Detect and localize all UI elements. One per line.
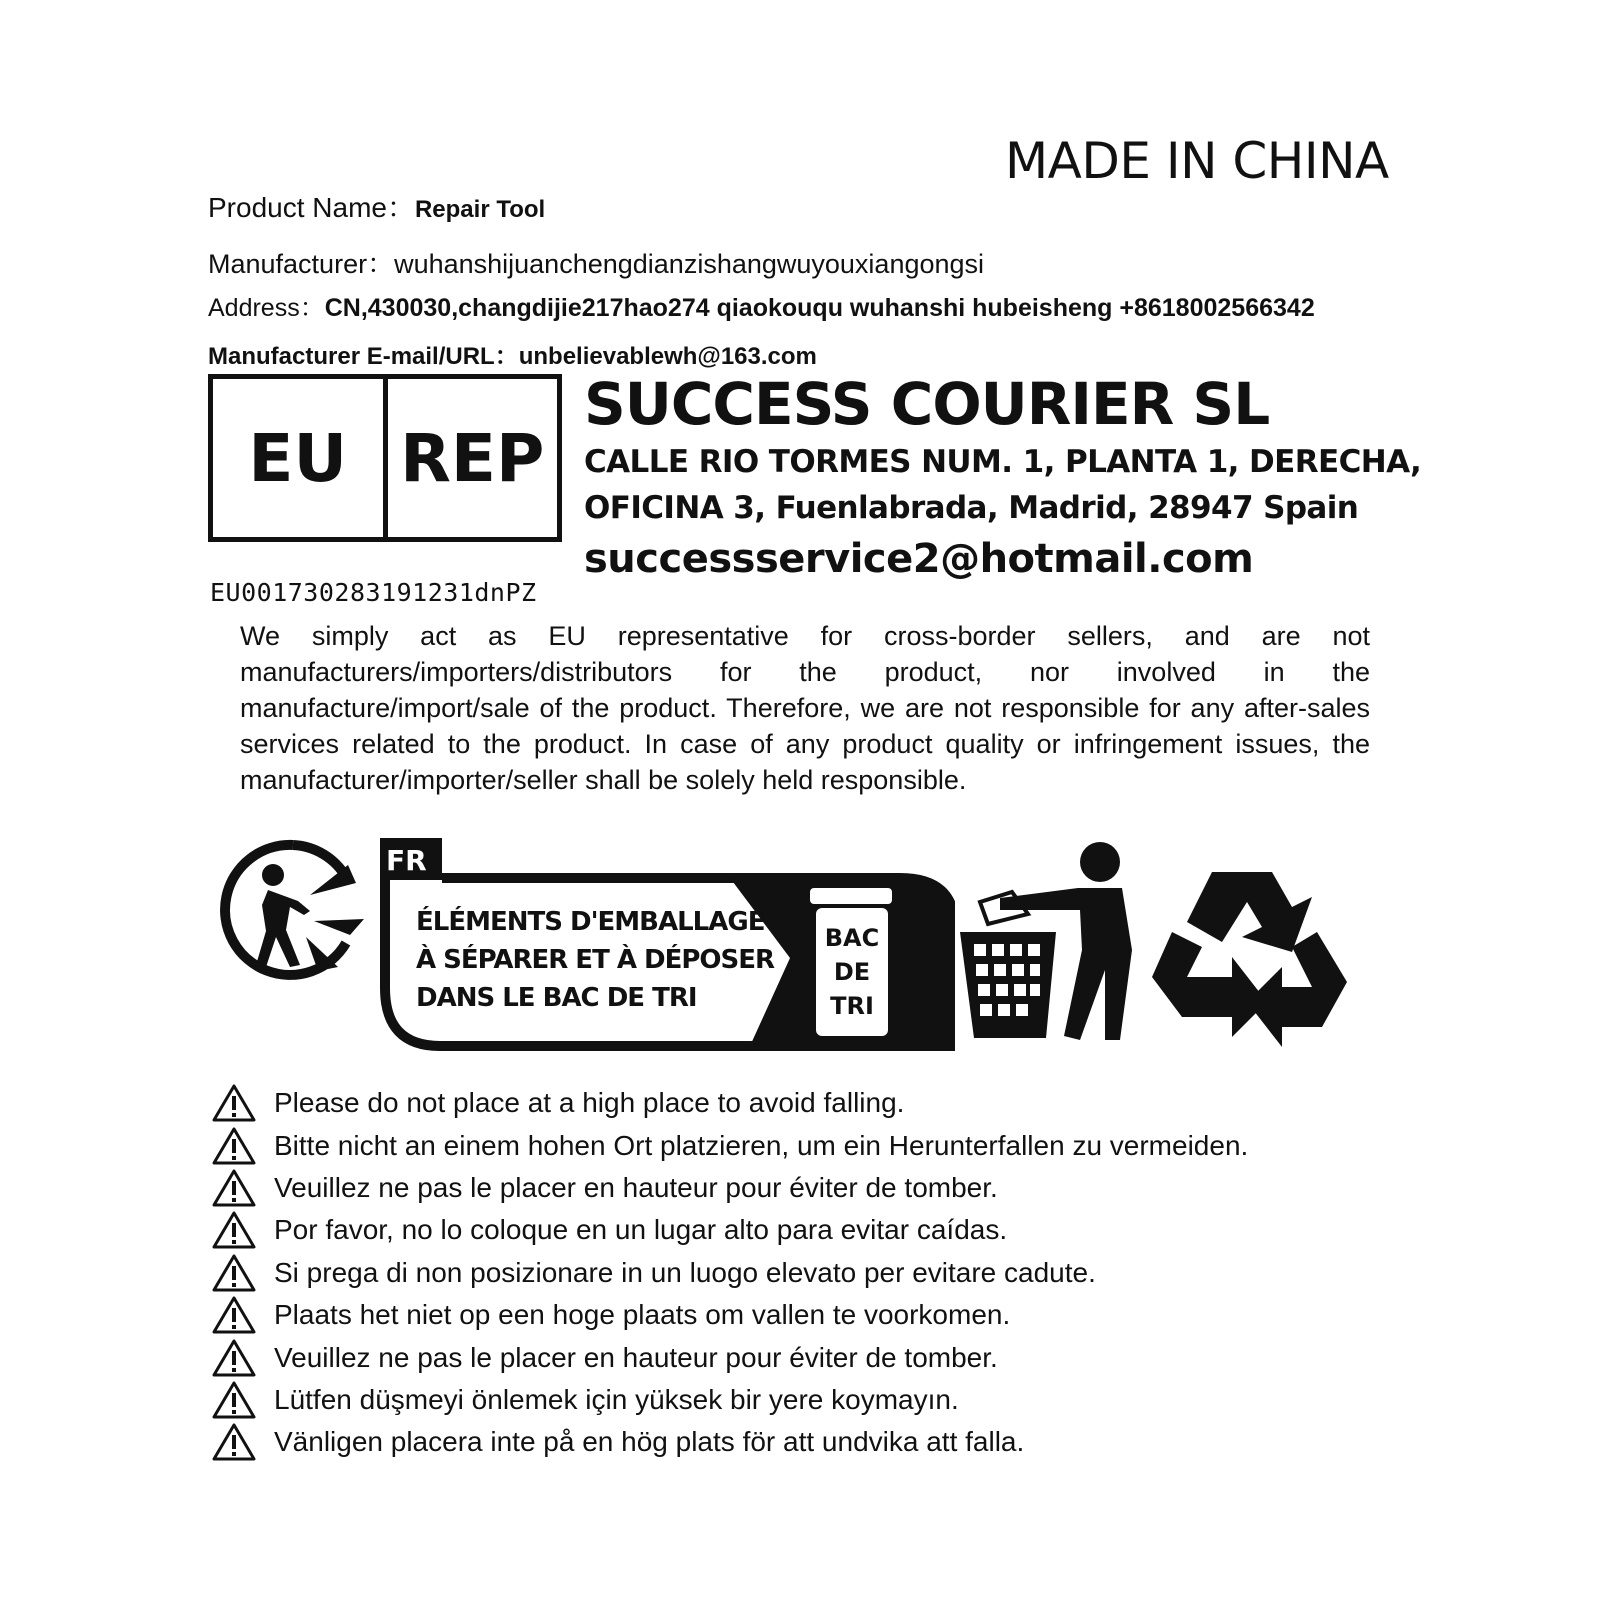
warning-item <box>212 1336 1248 1378</box>
eu-rep-badge-left: EU <box>248 419 348 497</box>
warning-text: Veuillez ne pas le placer en hauteur pour éviter de tomber. <box>274 1341 998 1373</box>
triman-line1: ÉLÉMENTS D'EMBALLAGE <box>416 907 765 937</box>
product-name-row <box>208 186 545 226</box>
warning-icon <box>212 1211 256 1249</box>
manufacturer-label: Manufacturer： <box>208 249 395 279</box>
warning-item <box>212 1124 1248 1166</box>
eu-rep-address-line1: CALLE RIO TORMES NUM. 1, PLANTA 1, DERECHA, <box>584 444 1422 480</box>
warning-item <box>212 1209 1248 1251</box>
warning-text: Veuillez ne pas le placer en hauteur pour éviter de tomber. <box>274 1171 998 1203</box>
warning-item <box>212 1167 1248 1209</box>
bin-label-line1: BAC <box>824 924 880 952</box>
made-in-label: MADE IN CHINA <box>1005 132 1389 190</box>
eu-rep-address-line2: OFICINA 3, Fuenlabrada, Madrid, 28947 Spain <box>584 490 1359 526</box>
warning-icon <box>212 1084 256 1122</box>
triman-line2: À SÉPARER ET À DÉPOSER <box>416 945 775 975</box>
warning-icon <box>212 1423 256 1461</box>
warning-text: Plaats het niet op een hoge plaats om vallen te voorkomen. <box>274 1299 1011 1331</box>
triman-line3: DANS LE BAC DE TRI <box>416 983 697 1013</box>
product-name-value: Repair Tool <box>414 196 546 223</box>
bin-label-line2: DE <box>833 958 871 986</box>
warning-text: Por favor, no lo coloque en un lugar alto para evitar caídas. <box>274 1214 1008 1246</box>
triman-icon <box>218 835 368 985</box>
bin-label-line3: TRI <box>830 992 874 1020</box>
triman-info-panel <box>380 838 955 1053</box>
contact-row <box>208 336 817 371</box>
warning-text: Please do not place at a high place to avoid falling. <box>274 1087 905 1119</box>
eu-rep-badge-right: REP <box>383 379 558 537</box>
eu-rep-code: EU001730283191231dnPZ <box>210 578 537 607</box>
recycle-icon <box>1152 852 1352 1052</box>
product-name-label: Product Name： <box>208 192 415 223</box>
warning-icon <box>212 1169 256 1207</box>
litter-bin-icon <box>960 840 1140 1060</box>
warning-text: Vänligen placera inte på en hög plats för att undvika att falla. <box>274 1426 1025 1458</box>
eu-rep-email: successservice2@hotmail.com <box>584 536 1254 582</box>
warning-text: Lütfen düşmeyi önlemek için yüksek bir yere koymayın. <box>274 1383 959 1415</box>
warning-item <box>212 1082 1248 1124</box>
warning-item <box>212 1379 1248 1421</box>
warning-icon <box>212 1339 256 1377</box>
warning-icon <box>212 1296 256 1334</box>
warning-icon <box>212 1127 256 1165</box>
eu-rep-company: SUCCESS COURIER SL <box>584 370 1270 438</box>
warning-icon <box>212 1254 256 1292</box>
address-value: CN,430030,changdijie217hao274 qiaokouqu wuhanshi hubeisheng +8618002566342 <box>324 294 1315 322</box>
address-row <box>208 288 1315 324</box>
contact-value: unbelievablewh@163.com <box>518 343 817 370</box>
warning-icon <box>212 1381 256 1419</box>
warning-list <box>212 1082 1248 1464</box>
disclaimer-text: We simply act as EU representative for cross-border sellers, and are not manufacturers/importers/distributors for the product, nor involved in the manufacture/import/sale of the product. Therefore, we are not responsible for any after-sales services related to the product. In case of any product quality or infringement issues, the manufacturer/importer/seller shall be solely held responsible. <box>240 621 1370 795</box>
contact-label: Manufacturer E-mail/URL： <box>208 343 519 370</box>
warning-text: Si prega di non posizionare in un luogo elevato per evitare cadute. <box>274 1256 1096 1288</box>
manufacturer-value: wuhanshijuanchengdianzishangwuyouxiangongsi <box>394 249 985 279</box>
triman-country: FR <box>386 844 427 877</box>
manufacturer-row <box>208 242 984 281</box>
warning-item <box>212 1252 1248 1294</box>
warning-item <box>212 1421 1248 1463</box>
address-label: Address： <box>208 294 325 322</box>
warning-text: Bitte nicht an einem hohen Ort platzieren, um ein Herunterfallen zu vermeiden. <box>274 1129 1249 1161</box>
eu-rep-badge <box>208 374 562 542</box>
warning-item <box>212 1294 1248 1336</box>
